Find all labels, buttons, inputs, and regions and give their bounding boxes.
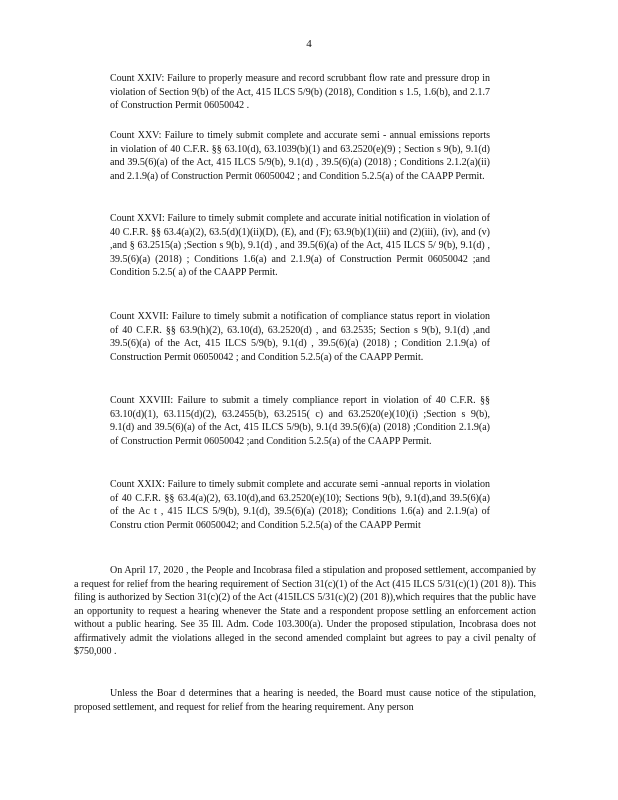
count-xxvi: Count XXVI: Failure to timely submit complete and accurate initial notification in violation of 40 C.F.R. §§ 63.4(a)(2), 63.5(d)(1)(ii)(D), (E), and (F); 63.9(b)(1)(iii) and (2)(iii), (iv), and (v) ,and § 63.2515(a) ;Section s 9(b), 9.1(d) , and 39.5(6)(a) of the Act, 415 ILCS 5/ 9(b), 9.1(d) , 39.5(6)(a) (2018) ; Conditions 1.6(a) and 2.1.9(a) of Construction Permit 06050042 ;and Condition 5.2.5( a) of the CAAPP Permit.	[110, 213, 490, 278]
count-xxiv: Count XXIV: Failure to properly measure and record scrubbant flow rate and pressure drop in violation of Section 9(b) of the Act, 415 ILCS 5/9(b) (2018), Condition s 1.5, 1.6(b), and 2.1.7 of Construction Permit 06050042 .	[110, 73, 490, 111]
count-xxv: Count XXV: Failure to timely submit complete and accurate semi - annual emissions reports in violation of 40 C.F.R. §§ 63.10(d), 63.1039(b)(1) and 63.2520(e)(9) ; Section s 9(b), 9.1(d) and 39.5(6)(a) of the Act, 415 ILCS 5/9(b), 9.1(d) , 39.5(6)(a) (2018) ; Conditions 2.1.2(a)(ii) and 2.1.9(a) of Construction Permit 06050042 ; and Condition 5.2.5(a) of the CAAPP Permit.	[110, 130, 490, 182]
count-xxvii: Count XXVII: Failure to timely submit a notification of compliance status report in violation of 40 C.F.R. §§ 63.9(h)(2), 63.10(d), 63.2520(d) , and 63.2535; Section s 9(b), 9.1(d) ,and 39.5(6)(a) of the Act, 415 ILCS 5/9(b), 9.1(d) , 39.5(6)(a) (2018) ; Condition 2.1.9(a) of Construction Permit 06050042 ; and Condition 5.2.5(a) of the CAAPP Permit.	[110, 311, 490, 363]
page-number: 4	[306, 38, 312, 50]
settlement-paragraph: On April 17, 2020 , the People and Incobrasa filed a stipulation and proposed settlement, accompanied by a request for relief from the hearing requirement of Section 31(c)(1) of the Act (415 ILCS 5/31(c)(1) (201 8)). This filing is authorized by Section 31(c)(2) of the Act (415ILCS 5/31(c)(2) (201 8)),which requires that the public have an opportunity to request a hearing whenever the State and a respondent propose settling an enforcement action without a public hearing. See 35 Ill. Adm. Code 103.300(a). Under the proposed stipulation, Incobrasa does not affirmatively admit the violations alleged in the second amended complaint but agrees to pay a civil penalty of $750,000 .	[74, 565, 536, 657]
count-xxviii: Count XXVIII: Failure to submit a timely compliance report in violation of 40 C.F.R. §§ 63.10(d)(1), 63.115(d)(2), 63.2455(b), 63.2515( c) and 63.2520(e)(10)(i) ;Section s 9(b), 9.1(d) and 39.5(6)(a) of the Act, 415 ILCS 5/9(b), 9.1(d 39.5(6)(a) (2018) ;Condition 2.1.9(a) of Construction Permit 06050042 ;and Condition 5.2.5(a) of the CAAPP Permit.	[110, 395, 490, 447]
notice-paragraph: Unless the Boar d determines that a hearing is needed, the Board must cause notice of the stipulation, proposed settlement, and request for relief from the hearing requirement. Any person	[74, 688, 536, 713]
count-xxix: Count XXIX: Failure to timely submit complete and accurate semi -annual reports in violation of 40 C.F.R. §§ 63.4(a)(2), 63.10(d),and 63.2520(e)(10); Sections 9(b), 9.1(d),and 39.5(6)(a) of the Ac t , 415 ILCS 5/9(b), 9.1(d), 39.5(6)(a) (2018); Conditions 1.6(a) and 2.1.9(a) of Constru ction Permit 06050042; and Condition 5.2.5(a) of the CAAPP Permit	[110, 479, 490, 531]
